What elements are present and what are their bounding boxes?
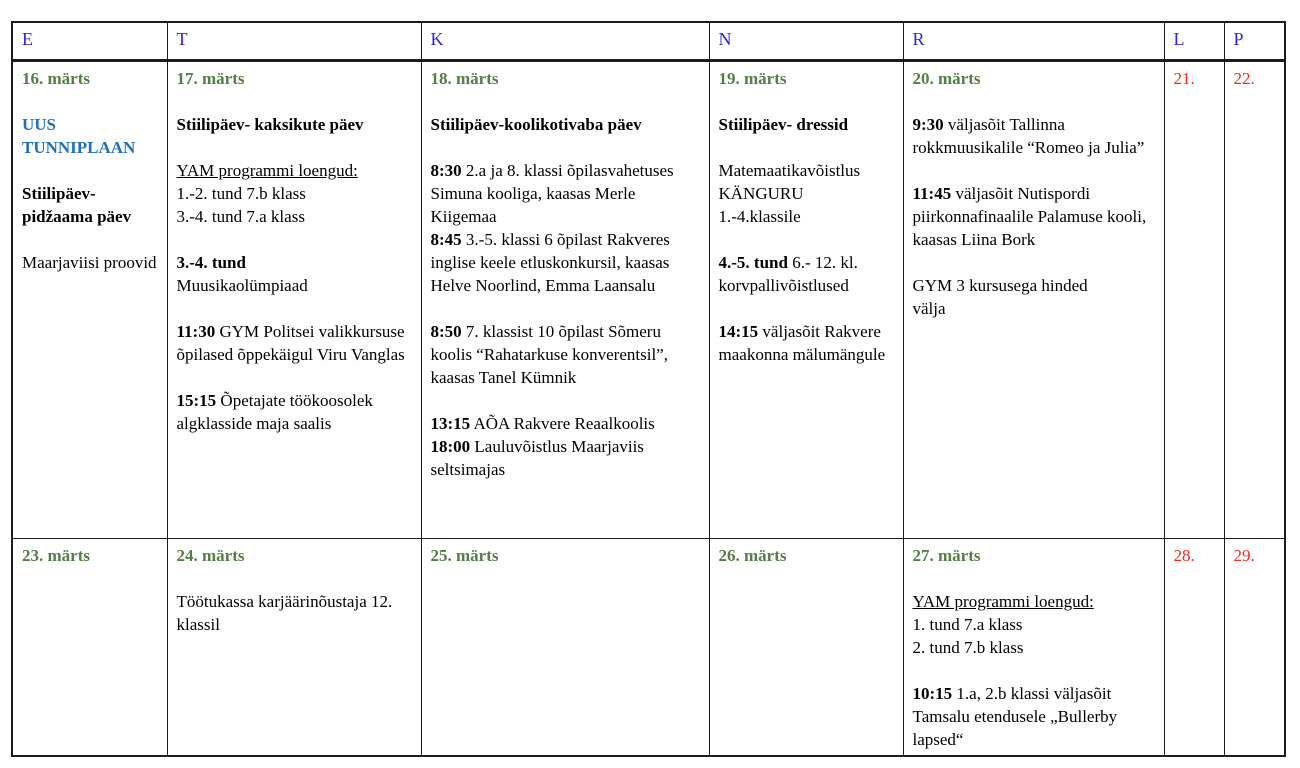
text-segment: väljasõit Nutispordi piirkonnafinaalile Palamuse kooli, kaasas Liina Bork: [912, 183, 1147, 249]
text-line: [177, 320, 413, 366]
text-line: [913, 182, 1156, 251]
time-label: 10:15: [912, 683, 953, 703]
text-line: [177, 113, 413, 136]
text-line: [913, 636, 1156, 659]
date-label: 25. märts: [430, 545, 499, 565]
date-label: 20. märts: [912, 68, 981, 88]
time-label: 18:00: [430, 436, 471, 456]
text-segment: 1.-4.klassile: [718, 206, 801, 226]
time-label: 9:30: [912, 114, 944, 134]
text-line: [431, 113, 701, 136]
weekday-letter-L: L: [1173, 29, 1185, 50]
text-line: [177, 590, 413, 636]
event-block: [431, 113, 701, 136]
event-block: [431, 159, 701, 297]
text-segment: 1. tund 7.a klass: [912, 614, 1023, 634]
text-line: [719, 320, 895, 366]
day-cell: [709, 60, 903, 538]
text-segment: Stiilipäev- kaksikute päev: [176, 114, 364, 134]
text-line: [22, 113, 159, 159]
text-segment: 1.a, 2.b klassi väljasõit Tamsalu etendusele „Bullerby lapsed“: [912, 683, 1118, 749]
week-row: [12, 60, 1285, 538]
text-line: [913, 274, 1156, 297]
date-label: 18. märts: [430, 68, 499, 88]
event-block: [22, 182, 159, 228]
time-label: 8:45: [430, 229, 462, 249]
weekday-header-cell: [1164, 22, 1224, 60]
event-block: [22, 113, 159, 159]
text-line: [913, 682, 1156, 751]
date-label: 24. märts: [176, 545, 245, 565]
text-line: [431, 159, 701, 228]
text-segment: YAM programmi loengud:: [176, 160, 358, 180]
text-segment: 2.a ja 8. klassi õpilasvahetuses Simuna kooliga, kaasas Merle Kiigemaa: [430, 160, 674, 226]
day-cell: [903, 60, 1164, 538]
weekday-letter-E: E: [22, 29, 33, 50]
day-cell: [709, 538, 903, 756]
text-line: [177, 159, 413, 182]
event-block: [177, 251, 413, 297]
text-line: [719, 205, 895, 228]
text-line: [913, 613, 1156, 636]
text-line: [913, 590, 1156, 613]
text-line: [177, 182, 413, 205]
date-label: 29.: [1233, 545, 1255, 565]
time-label: 8:50: [430, 321, 462, 341]
day-cell: [1164, 60, 1224, 538]
text-segment: väljasõit Tallinna rokkmuusikalile “Romeo ja Julia”: [912, 114, 1145, 157]
time-label: 15:15: [176, 390, 217, 410]
text-line: [177, 205, 413, 228]
text-segment: 3.-4. tund 7.a klass: [176, 206, 305, 226]
weekday-letter-K: K: [430, 29, 444, 50]
day-cell: [167, 538, 421, 756]
text-segment: 6.- 12. kl. korvpallivõistlused: [718, 252, 858, 295]
weekday-header-cell: [709, 22, 903, 60]
event-block: [913, 182, 1156, 251]
text-segment: 2. tund 7.b klass: [912, 637, 1024, 657]
day-cell: [421, 538, 709, 756]
text-segment: UUS TUNNIPLAAN: [22, 114, 136, 157]
day-cell: [903, 538, 1164, 756]
date-label: 26. märts: [718, 545, 787, 565]
text-line: [719, 113, 895, 136]
text-segment: KÄNGURU: [718, 183, 804, 203]
text-segment: 1.-2. tund 7.b klass: [176, 183, 306, 203]
text-line: [22, 251, 159, 274]
day-cell: [167, 60, 421, 538]
weekday-header-cell: [421, 22, 709, 60]
time-label: 3.-4. tund: [176, 252, 246, 272]
text-line: [431, 412, 701, 435]
text-line: [431, 320, 701, 389]
event-block: [431, 412, 701, 481]
event-block: [22, 251, 159, 274]
event-block: [177, 159, 413, 228]
date-label: 23. märts: [22, 545, 90, 565]
text-segment: Stiilipäev-pidžaama päev: [22, 183, 132, 226]
date-label: 17. märts: [176, 68, 245, 88]
date-label: 28.: [1173, 545, 1195, 565]
time-label: 13:15: [430, 413, 471, 433]
event-block: [913, 274, 1156, 320]
date-label: 16. märts: [22, 68, 90, 88]
event-block: [177, 320, 413, 366]
text-segment: Muusikaolümpiaad: [176, 275, 308, 295]
event-block: [177, 389, 413, 435]
day-cell: [1224, 538, 1285, 756]
weekday-header-cell: [167, 22, 421, 60]
weekday-header-cell: [1224, 22, 1285, 60]
date-label: 21.: [1173, 68, 1195, 88]
event-block: [431, 320, 701, 389]
text-segment: Stiilipäev- dressid: [718, 114, 849, 134]
text-segment: Töötukassa karjäärinõustaja 12. klassil: [176, 591, 393, 634]
event-block: [719, 320, 895, 366]
time-label: 11:30: [176, 321, 216, 341]
text-segment: Maarjaviisi proovid: [22, 252, 157, 272]
date-label: 19. märts: [718, 68, 787, 88]
weekday-letter-R: R: [912, 29, 925, 50]
day-cell: [1224, 60, 1285, 538]
text-line: [719, 251, 895, 297]
weekday-letter-P: P: [1233, 29, 1244, 50]
date-label: 27. märts: [912, 545, 981, 565]
time-label: 14:15: [718, 321, 759, 341]
time-label: 8:30: [430, 160, 462, 180]
weekday-letter-N: N: [718, 29, 732, 50]
event-block: [177, 590, 413, 636]
calendar-header-row: [12, 22, 1285, 60]
time-label: 4.-5. tund: [718, 252, 788, 272]
text-line: [913, 297, 1156, 320]
event-block: [719, 251, 895, 297]
calendar-table: [11, 21, 1286, 757]
text-line: [431, 435, 701, 481]
event-block: [719, 113, 895, 136]
text-line: [177, 274, 413, 297]
text-segment: GYM Politsei valikkursuse õpilased õppekäigul Viru Vanglas: [176, 321, 405, 364]
text-segment: Matemaatikavõistlus: [718, 160, 861, 180]
text-segment: YAM programmi loengud:: [912, 591, 1094, 611]
day-cell: [12, 538, 167, 756]
text-segment: Õpetajate töökoosolek algklasside maja saalis: [176, 390, 373, 433]
text-line: [177, 251, 413, 274]
calendar-body: [12, 60, 1285, 756]
text-line: [22, 182, 159, 228]
event-block: [719, 159, 895, 228]
week-row: [12, 538, 1285, 756]
weekday-header-cell: [12, 22, 167, 60]
day-cell: [421, 60, 709, 538]
text-segment: GYM 3 kursusega hinded: [912, 275, 1088, 295]
text-line: [177, 389, 413, 435]
text-segment: 7. klassist 10 õpilast Sõmeru koolis “Rahatarkuse konverentsil”, kaasas Tanel Kümnik: [430, 321, 668, 387]
text-segment: välja: [912, 298, 946, 318]
text-line: [913, 113, 1156, 159]
time-label: 11:45: [912, 183, 952, 203]
text-segment: Stiilipäev-koolikotivaba päev: [430, 114, 642, 134]
weekday-header-cell: [903, 22, 1164, 60]
day-cell: [1164, 538, 1224, 756]
event-block: [177, 113, 413, 136]
text-line: [719, 182, 895, 205]
text-segment: AÕA Rakvere Reaalkoolis: [470, 413, 655, 433]
event-block: [913, 682, 1156, 751]
text-segment: Lauluvõistlus Maarjaviis seltsimajas: [430, 436, 644, 479]
weekday-letter-T: T: [176, 29, 188, 50]
text-segment: 3.-5. klassi 6 õpilast Rakveres inglise keele etluskonkursil, kaasas Helve Noorlind, Emma Laansalu: [430, 229, 670, 295]
date-label: 22.: [1233, 68, 1255, 88]
text-line: [719, 159, 895, 182]
event-block: [913, 113, 1156, 159]
text-line: [431, 228, 701, 297]
event-block: [913, 590, 1156, 659]
text-segment: väljasõit Rakvere maakonna mälumängule: [718, 321, 886, 364]
day-cell: [12, 60, 167, 538]
